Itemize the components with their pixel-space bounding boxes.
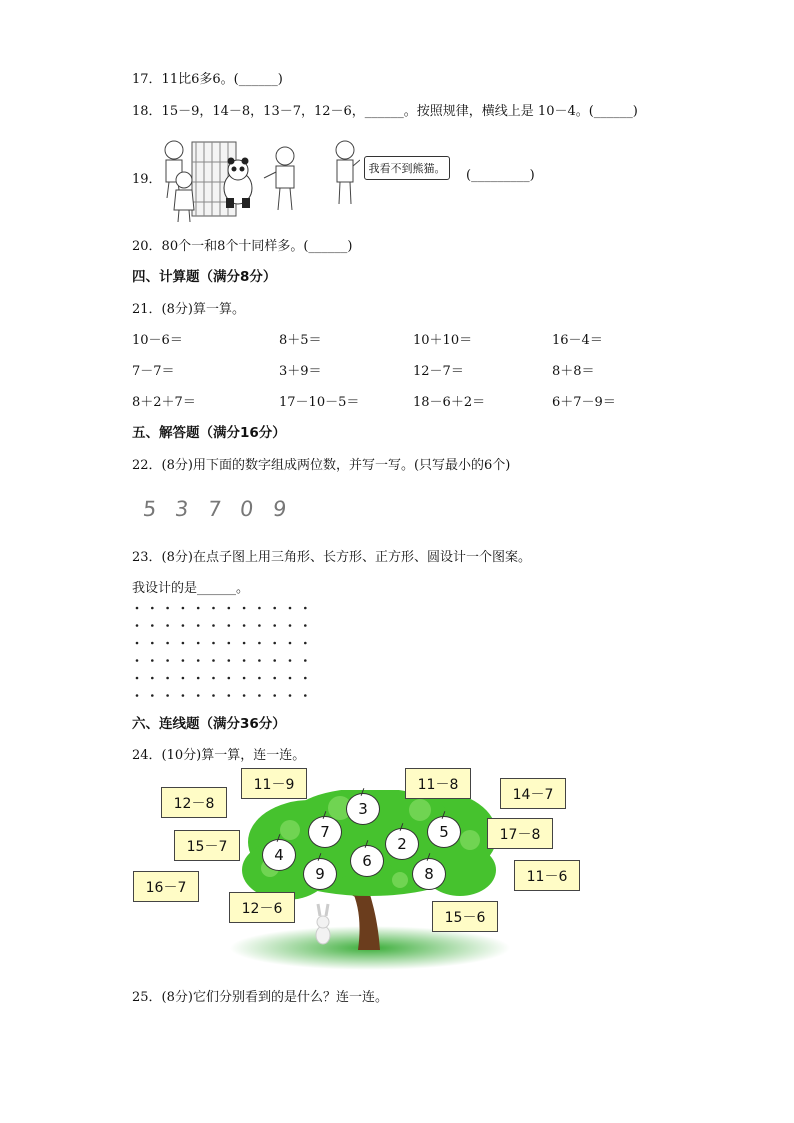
apple-number[interactable]: 7 (308, 816, 342, 848)
calc-item: 6＋7－9＝ (552, 395, 616, 410)
expression-card[interactable]: 15－6 (432, 901, 498, 932)
grid-dot (304, 607, 307, 610)
grid-dot (304, 624, 307, 627)
grid-dot (136, 677, 139, 680)
grid-dot (151, 607, 154, 610)
grid-dot (273, 659, 276, 662)
grid-dot (136, 694, 139, 697)
expression-card[interactable]: 11－8 (405, 768, 471, 799)
question-19-answer: (_________) (466, 168, 535, 183)
apple-number[interactable]: 2 (385, 828, 419, 860)
question-24: 24．(10分)算一算，连一连。 (132, 748, 306, 763)
grid-dot (166, 642, 169, 645)
grid-dot (197, 642, 200, 645)
grid-dot (151, 659, 154, 662)
grid-dot (289, 607, 292, 610)
calc-item: 12－7＝ (413, 364, 464, 379)
grid-dot (258, 677, 261, 680)
question-25: 25．(8分)它们分别看到的是什么？连一连。 (132, 990, 388, 1005)
grid-dot (212, 607, 215, 610)
grid-dot (212, 677, 215, 680)
grid-dot (212, 624, 215, 627)
grid-dot (151, 694, 154, 697)
grid-dot (166, 659, 169, 662)
grid-dot (136, 607, 139, 610)
children-panda-illustration (154, 132, 304, 224)
boy-illustration (330, 138, 360, 210)
calc-item: 8＋2＋7＝ (132, 395, 196, 410)
grid-dot (289, 694, 292, 697)
expression-card[interactable]: 11－6 (514, 860, 580, 891)
grid-dot (304, 659, 307, 662)
grid-dot (151, 642, 154, 645)
grid-dot (243, 659, 246, 662)
speech-bubble: 我看不到熊猫。 (364, 156, 450, 180)
calc-item: 8＋8＝ (552, 364, 595, 379)
grid-dot (136, 624, 139, 627)
grid-dot (273, 607, 276, 610)
apple-number[interactable]: 4 (262, 839, 296, 871)
grid-dot (289, 624, 292, 627)
grid-dot (166, 694, 169, 697)
expression-card[interactable]: 11－9 (241, 768, 307, 799)
expression-card[interactable]: 16－7 (133, 871, 199, 902)
digit: 5 (141, 497, 159, 521)
grid-dot (258, 624, 261, 627)
grid-dot (197, 607, 200, 610)
grid-dot (258, 659, 261, 662)
grid-dot (243, 642, 246, 645)
grid-dot (304, 694, 307, 697)
grid-dot (243, 624, 246, 627)
grid-dot (289, 659, 292, 662)
expression-card[interactable]: 17－8 (487, 818, 553, 849)
calc-item: 17－10－5＝ (279, 395, 360, 410)
digit: 9 (271, 497, 289, 521)
question-20: 20．80个一和8个十同样多。(______) (132, 239, 353, 254)
grid-dot (151, 677, 154, 680)
dot-grid (133, 604, 313, 704)
digit: 3 (174, 497, 192, 521)
grid-dot (212, 659, 215, 662)
question-22: 22．(8分)用下面的数字组成两位数，并写一写。(只写最小的6个) (132, 458, 511, 473)
calc-item: 8＋5＝ (279, 333, 322, 348)
grid-dot (197, 677, 200, 680)
grid-dot (151, 624, 154, 627)
calc-item: 3＋9＝ (279, 364, 322, 379)
grid-dot (197, 659, 200, 662)
grid-dot (182, 624, 185, 627)
grid-dot (182, 607, 185, 610)
grid-dot (166, 677, 169, 680)
grid-dot (228, 677, 231, 680)
apple-number[interactable]: 6 (350, 845, 384, 877)
calc-item: 18－6＋2＝ (413, 395, 486, 410)
grid-dot (243, 677, 246, 680)
grid-dot (273, 677, 276, 680)
grid-dot (273, 642, 276, 645)
section-5-title: 五、解答题（满分16分） (132, 425, 286, 441)
question-18: 18．15－9，14－8，13－7，12－6，______。按照规律，横线上是 10－4。(______) (132, 104, 638, 119)
grid-dot (258, 642, 261, 645)
grid-dot (258, 694, 261, 697)
apple-number[interactable]: 5 (427, 816, 461, 848)
grid-dot (136, 642, 139, 645)
question-23-answer: 我设计的是______。 (132, 581, 250, 596)
grid-dot (304, 642, 307, 645)
grid-dot (228, 659, 231, 662)
grid-dot (166, 607, 169, 610)
section-6-title: 六、连线题（满分36分） (132, 716, 286, 732)
grid-dot (197, 694, 200, 697)
grid-dot (182, 677, 185, 680)
grid-dot (243, 607, 246, 610)
grid-dot (243, 694, 246, 697)
grid-dot (289, 642, 292, 645)
grid-dot (182, 694, 185, 697)
question-23: 23．(8分)在点子图上用三角形、长方形、正方形、圆设计一个图案。 (132, 550, 531, 565)
grid-dot (228, 607, 231, 610)
grid-dot (166, 624, 169, 627)
apple-number[interactable]: 8 (412, 858, 446, 890)
grid-dot (228, 624, 231, 627)
grid-dot (273, 694, 276, 697)
calc-item: 10－6＝ (132, 333, 183, 348)
section-4-title: 四、计算题（满分8分） (132, 269, 277, 285)
expression-card[interactable]: 14－7 (500, 778, 566, 809)
calc-item: 10＋10＝ (413, 333, 473, 348)
grid-dot (228, 694, 231, 697)
apple-number[interactable]: 3 (346, 793, 380, 825)
expression-card[interactable]: 12－8 (161, 787, 227, 818)
calc-item: 16－4＝ (552, 333, 603, 348)
question-21: 21．(8分)算一算。 (132, 302, 245, 317)
expression-card[interactable]: 15－7 (174, 830, 240, 861)
grid-dot (228, 642, 231, 645)
question-17: 17．11比6多6。(______) (132, 72, 283, 87)
grid-dot (182, 642, 185, 645)
grid-dot (258, 607, 261, 610)
digit: 7 (206, 497, 224, 521)
digit-cards (143, 497, 287, 521)
grid-dot (182, 659, 185, 662)
calc-item: 7－7＝ (132, 364, 175, 379)
grid-dot (273, 624, 276, 627)
question-19-number: 19． (132, 172, 162, 187)
expression-card[interactable]: 12－6 (229, 892, 295, 923)
grid-dot (289, 677, 292, 680)
apple-number[interactable]: 9 (303, 858, 337, 890)
grid-dot (212, 694, 215, 697)
grid-dot (304, 677, 307, 680)
digit: 0 (238, 497, 256, 521)
grid-dot (136, 659, 139, 662)
grid-dot (212, 642, 215, 645)
grid-dot (197, 624, 200, 627)
